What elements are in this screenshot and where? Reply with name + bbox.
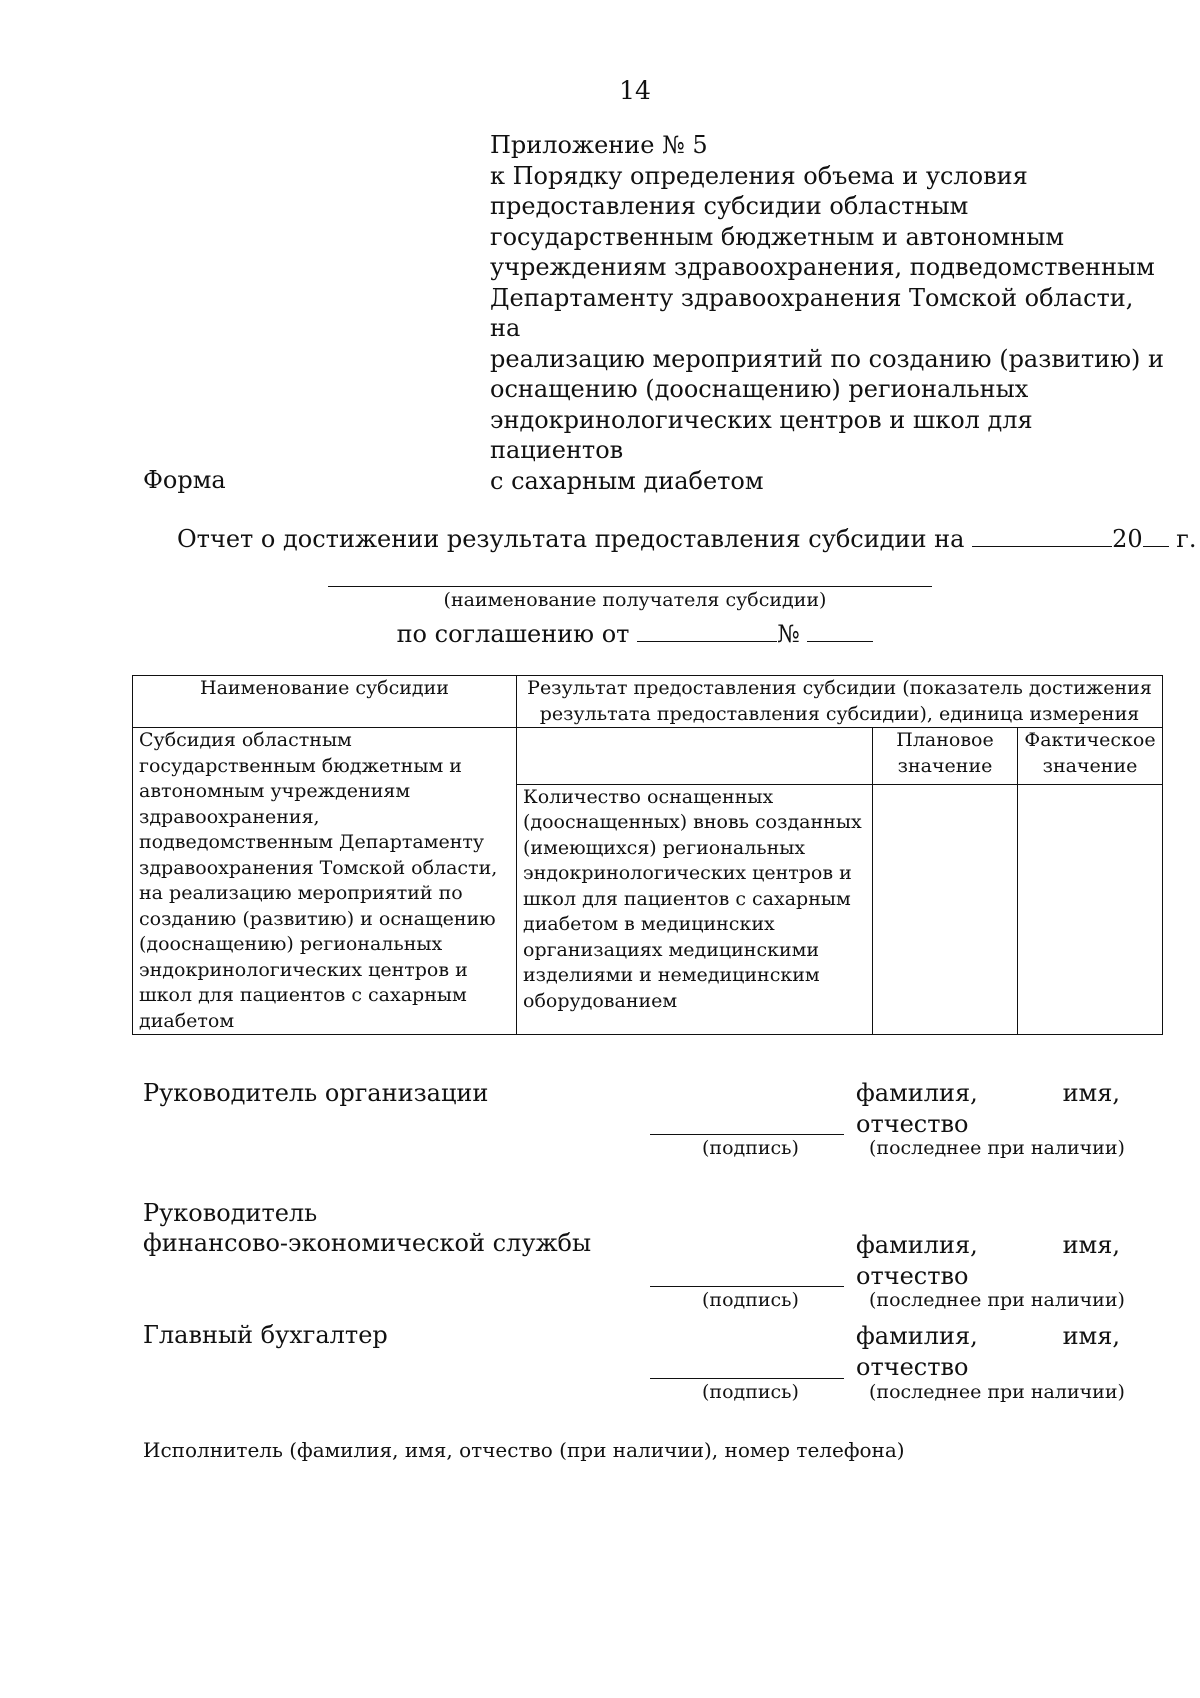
fio-word2: имя, bbox=[1062, 1079, 1120, 1107]
fio-field-accountant bbox=[856, 1321, 1120, 1383]
fio-word2: имя, bbox=[1062, 1231, 1120, 1259]
signature-title: Руководитель финансово-экономической службы bbox=[143, 1199, 592, 1257]
fio-word3: отчество bbox=[856, 1353, 969, 1381]
number-sign: № bbox=[777, 620, 800, 648]
header-actual: Фактическое значение bbox=[1018, 728, 1163, 785]
table-subheader-row bbox=[133, 728, 1163, 785]
header-planned: Плановое значение bbox=[873, 728, 1018, 785]
cell-empty-subheader bbox=[517, 728, 873, 785]
cell-subsidy-name: Субсидия областным государственным бюджетным и автономным учреждениям здравоохранения, подведомственным Департаменту здравоохранения Томской области, на реализацию мероприятий по созданию (развитию) и оснащению (дооснащению) региональных эндокринологических центров и школ для пациентов с сахарным диабетом bbox=[133, 728, 517, 1035]
appendix-header: Приложение № 5 к Порядку определения объема и условия предоставления субсидии областным государственным бюджетным и автономным учреждениям здравоохранения, подведомственным Департаменту здравоохранения Томской области, на реализацию мероприятий по созданию (развитию) и оснащению (дооснащению) региональных эндокринологических центров и школ для пациентов с сахарным диабетом bbox=[490, 131, 1164, 495]
signature-title: Главный бухгалтер bbox=[143, 1321, 388, 1349]
signature-title-accountant bbox=[143, 1320, 388, 1350]
signature-line-finance[interactable] bbox=[650, 1286, 844, 1287]
cell-result: Количество оснащенных (дооснащенных) вновь созданных (имеющихся) региональных эндокринологических центров и школ для пациентов с сахарным диабетом в медицинских организациях медицинскими изделиями и немедицинским оборудованием bbox=[517, 784, 873, 1035]
fio-word3: отчество bbox=[856, 1262, 969, 1290]
header-result: Результат предоставления субсидии (показатель достижения результата предоставления субсидии), единица измерения bbox=[517, 676, 1163, 728]
agreement-prefix: по соглашению от bbox=[396, 620, 630, 648]
fio-word3: отчество bbox=[856, 1110, 969, 1138]
signature-line-head[interactable] bbox=[650, 1134, 844, 1135]
fio-word2: имя, bbox=[1062, 1322, 1120, 1350]
signature-title-finance bbox=[143, 1198, 591, 1258]
recipient-caption: (наименование получателя субсидии) bbox=[443, 589, 827, 611]
report-title-text: Отчет о достижении результата предоставления субсидии на bbox=[177, 525, 965, 553]
fio-field-finance bbox=[856, 1230, 1120, 1292]
name-caption-head: (последнее при наличии) bbox=[869, 1137, 1125, 1159]
name-caption-accountant: (последнее при наличии) bbox=[869, 1381, 1125, 1403]
fio-word1: фамилия, bbox=[856, 1231, 978, 1259]
cell-actual-value[interactable] bbox=[1018, 784, 1163, 1035]
cell-planned-value[interactable] bbox=[873, 784, 1018, 1035]
signature-caption-finance: (подпись) bbox=[702, 1289, 799, 1311]
recipient-name-blank[interactable] bbox=[328, 586, 932, 587]
report-date-blank[interactable] bbox=[972, 524, 1112, 547]
signature-title-head bbox=[143, 1078, 488, 1108]
signature-caption-head: (подпись) bbox=[702, 1137, 799, 1159]
signature-title: Руководитель организации bbox=[143, 1079, 489, 1107]
report-year-prefix: 20 bbox=[1112, 525, 1143, 553]
fio-word1: фамилия, bbox=[856, 1322, 978, 1350]
form-label: Форма bbox=[143, 466, 226, 494]
table-header-row bbox=[133, 676, 1163, 728]
executor-line: Исполнитель (фамилия, имя, отчество (при наличии), номер телефона) bbox=[143, 1438, 905, 1462]
signature-caption-accountant: (подпись) bbox=[702, 1381, 799, 1403]
header-subsidy-name: Наименование субсидии bbox=[133, 676, 517, 728]
report-year-suffix: г. bbox=[1176, 525, 1197, 553]
signature-line-accountant[interactable] bbox=[650, 1378, 844, 1379]
fio-word1: фамилия, bbox=[856, 1079, 978, 1107]
report-year-blank[interactable] bbox=[1143, 524, 1169, 547]
report-table bbox=[132, 675, 1163, 1035]
page-number: 14 bbox=[619, 76, 651, 105]
report-title bbox=[177, 524, 1196, 553]
agreement-date-blank[interactable] bbox=[637, 619, 777, 642]
agreement-number-blank[interactable] bbox=[807, 619, 873, 642]
agreement-line bbox=[0, 619, 1200, 648]
name-caption-finance: (последнее при наличии) bbox=[869, 1289, 1125, 1311]
fio-field-head bbox=[856, 1078, 1120, 1140]
